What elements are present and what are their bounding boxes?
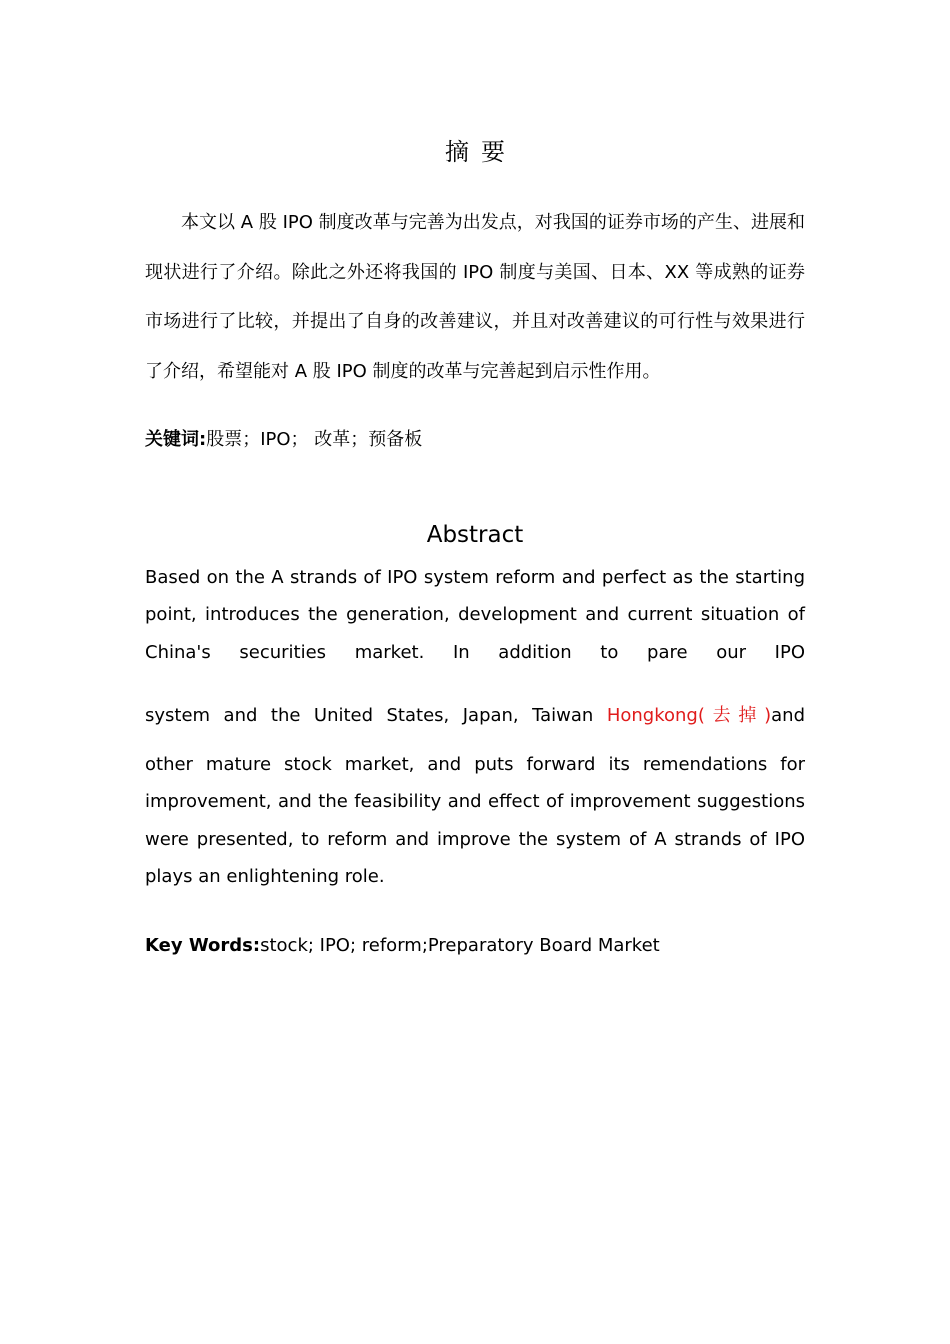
chinese-abstract-title: 摘要 — [445, 138, 517, 166]
english-abstract-paragraph-3: other mature stock market, and puts forward its remendations for improvement, and the feasibility and effect of improvement suggestions were presented, to reform and improve the system of A strands of IPO plays an enlightening role. — [145, 754, 805, 887]
red-annotation-text: Hongkong(去掉) — [606, 705, 772, 726]
chinese-keywords — [145, 426, 805, 454]
chinese-keywords-label: 关键词: — [145, 429, 207, 450]
english-abstract-line-2-start: system and the United States, Japan, Taiwan — [145, 705, 607, 726]
english-abstract-paragraph-1: Based on the A strands of IPO system reform and perfect as the starting point, introduces the generation, development and current situation of China's securities market. In addition to pare our IPO — [145, 567, 805, 663]
chinese-keywords-value: 股票；IPO； 改革；预备板 — [206, 429, 423, 450]
english-abstract-title: Abstract — [426, 522, 524, 548]
english-keywords-value: stock; IPO; reform;Preparatory Board Market — [260, 935, 660, 956]
english-abstract-line-2-end: and — [771, 705, 805, 726]
english-keywords-label: Key Words: — [145, 935, 261, 956]
english-keywords — [145, 932, 805, 960]
chinese-abstract-body: 本文以 A 股 IPO 制度改革与完善为出发点，对我国的证券市场的产生、进展和现状进行了介绍。除此之外还将我国的 IPO 制度与美国、日本、XX 等成熟的证券市场进行了比较，并提出了自身的改善建议，并且对改善建议的可行性与效果进行了介绍，希望能对 A 股 IPO 制度的改革与完善起到启示性作用。 — [145, 212, 805, 382]
english-abstract-line-2 — [145, 697, 805, 734]
